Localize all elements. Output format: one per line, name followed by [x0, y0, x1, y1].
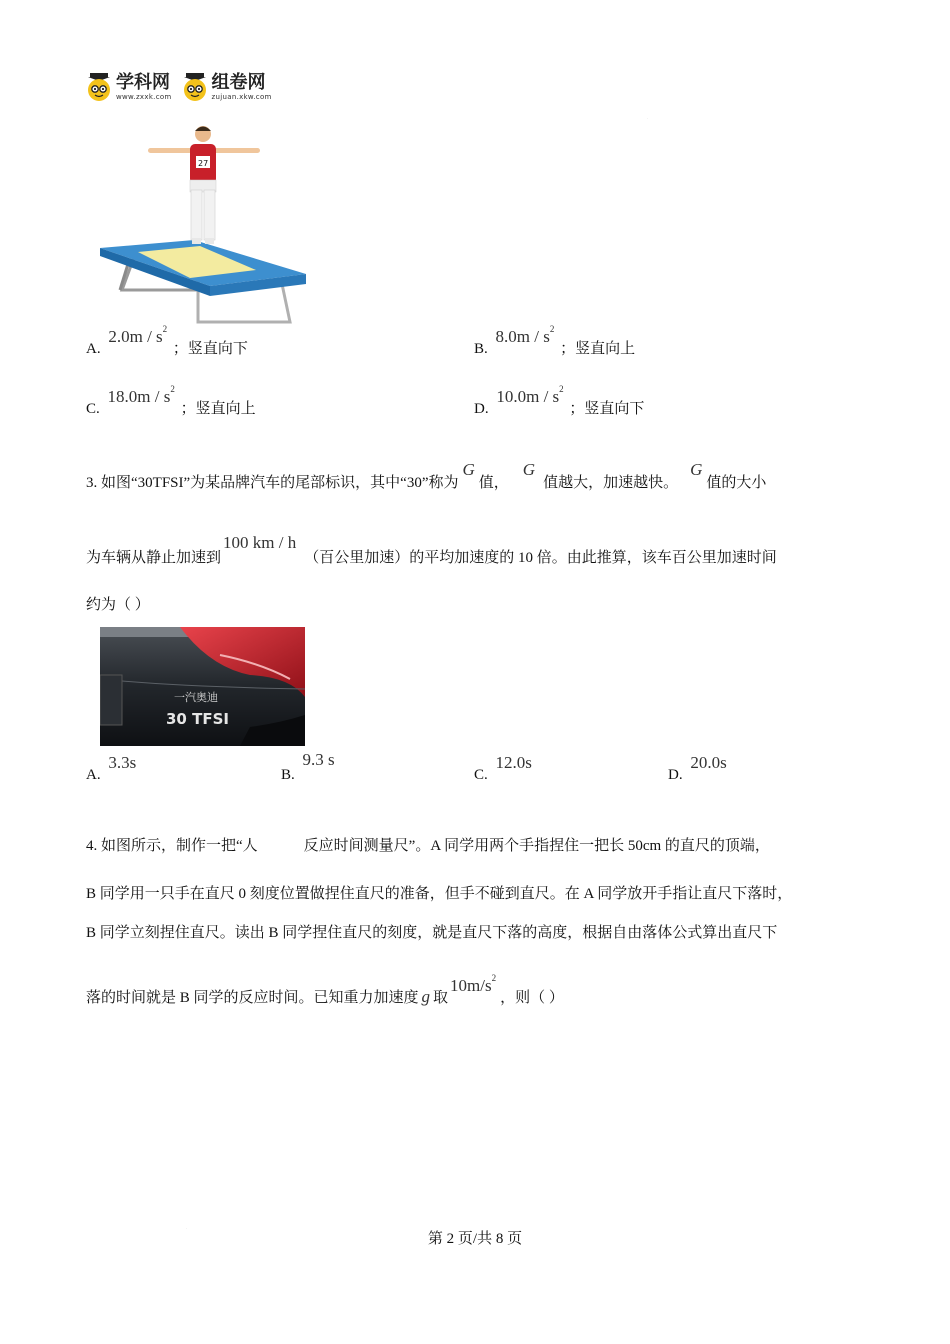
option-text: ；竖直向上 [560, 341, 636, 357]
q4-line-4 [86, 973, 564, 1006]
option-letter: C. [86, 401, 100, 417]
option-letter: C. [474, 767, 488, 783]
option-value: 12.0s [495, 753, 532, 772]
q4-text: ，则（ ） [500, 990, 564, 1006]
header-logos [86, 70, 272, 104]
q4-line-1 [86, 839, 770, 854]
option-text: ；竖直向下 [172, 341, 248, 357]
q3-line-3: 约为（ ） [86, 597, 150, 613]
option-text: ；竖直向下 [569, 401, 645, 417]
q3-option-d[interactable] [668, 753, 727, 783]
q4-text: 反应时间测量尺”。A 同学用两个手指捏住一把长 50cm 的直尺的顶端， [303, 838, 770, 854]
trampoline-athlete-illustration [98, 124, 310, 326]
q2-option-b[interactable] [474, 324, 636, 357]
g-symbol: G [522, 460, 536, 479]
q3-text: 3. 如图“30TFSI”为某品牌汽车的尾部标识，其中“30”称为 [86, 475, 459, 491]
q3-text: （百公里加速）的平均加速度的 10 倍。由此推算，该车百公里加速时间 [304, 550, 777, 566]
mascot-icon [182, 72, 208, 102]
option-text: ；竖直向上 [180, 401, 256, 417]
q4-line-3: B 同学立刻捏住直尺。读出 B 同学捏住直尺的刻度，就是直尺下落的高度，根据自由落体公式算出直尺下 [86, 925, 778, 941]
option-letter: B. [474, 341, 488, 357]
q2-option-c[interactable] [86, 384, 256, 417]
logo-name: 学科网 [116, 71, 170, 93]
q3-option-a[interactable] [86, 753, 137, 783]
q2-option-a[interactable] [86, 324, 248, 357]
logo-name: 组卷网 [211, 71, 266, 93]
mascot-icon [86, 72, 112, 102]
q3-text: 值的大小 [706, 475, 767, 491]
option-letter: B. [281, 767, 295, 783]
svg-text:27: 27 [198, 159, 209, 168]
stray-dot: · [186, 1226, 188, 1231]
option-value: $10.0m / s^2$ [496, 384, 564, 406]
stray-dot: · [647, 116, 649, 121]
option-value: $18.0m / s^2$ [107, 384, 175, 406]
option-letter: A. [86, 341, 101, 357]
q3-line-1 [86, 460, 767, 491]
g-symbol: g [421, 987, 431, 1006]
option-letter: D. [668, 767, 683, 783]
option-letter: D. [474, 401, 489, 417]
logo-url: zujuan.xkw.com [211, 92, 272, 101]
option-value: $8.0m / s^2$ [495, 324, 555, 346]
q3-text: 值， [478, 475, 509, 491]
q3-option-c[interactable] [474, 753, 532, 783]
g-symbol: G [462, 460, 475, 479]
q4-text: 取 [433, 990, 449, 1006]
logo-xuekewang[interactable] [86, 72, 172, 102]
car-model-badge: 30 TFSI [166, 710, 229, 728]
page-number: 第 2 页/共 8 页 [427, 1231, 523, 1247]
car-brand-badge: 一汽奥迪 [174, 691, 218, 704]
option-value: $2.0m / s^2$ [108, 324, 168, 346]
q3-line-2 [86, 533, 777, 566]
logo-zujuanwang[interactable] [182, 72, 272, 102]
q4-line-2: B 同学用一只手在直尺 0 刻度位置做捏住直尺的准备，但手不碰到直尺。在 A 同学放开手指让直尺下落时， [86, 886, 793, 902]
speed-value: 100 km / h [223, 533, 297, 552]
g-symbol: G [690, 460, 703, 479]
q4-text: 4. 如图所示，制作一把“人 [86, 838, 258, 854]
option-value: 20.0s [690, 753, 727, 772]
q3-text: 为车辆从静止加速到 [86, 550, 222, 566]
gravity-value: $10m/s^2$ [450, 973, 497, 995]
car-rear-photo [100, 627, 305, 746]
option-value: 9.3 s [302, 750, 335, 769]
q3-text: 值越大，加速越快。 [543, 475, 679, 491]
option-letter: A. [86, 767, 101, 783]
q3-option-b[interactable] [281, 750, 335, 783]
q4-text: 落的时间就是 B 同学的反应时间。已知重力加速度 [86, 990, 419, 1006]
logo-url: www.zxxk.com [116, 92, 172, 101]
q2-option-d[interactable] [474, 384, 645, 417]
option-value: 3.3s [108, 753, 137, 772]
